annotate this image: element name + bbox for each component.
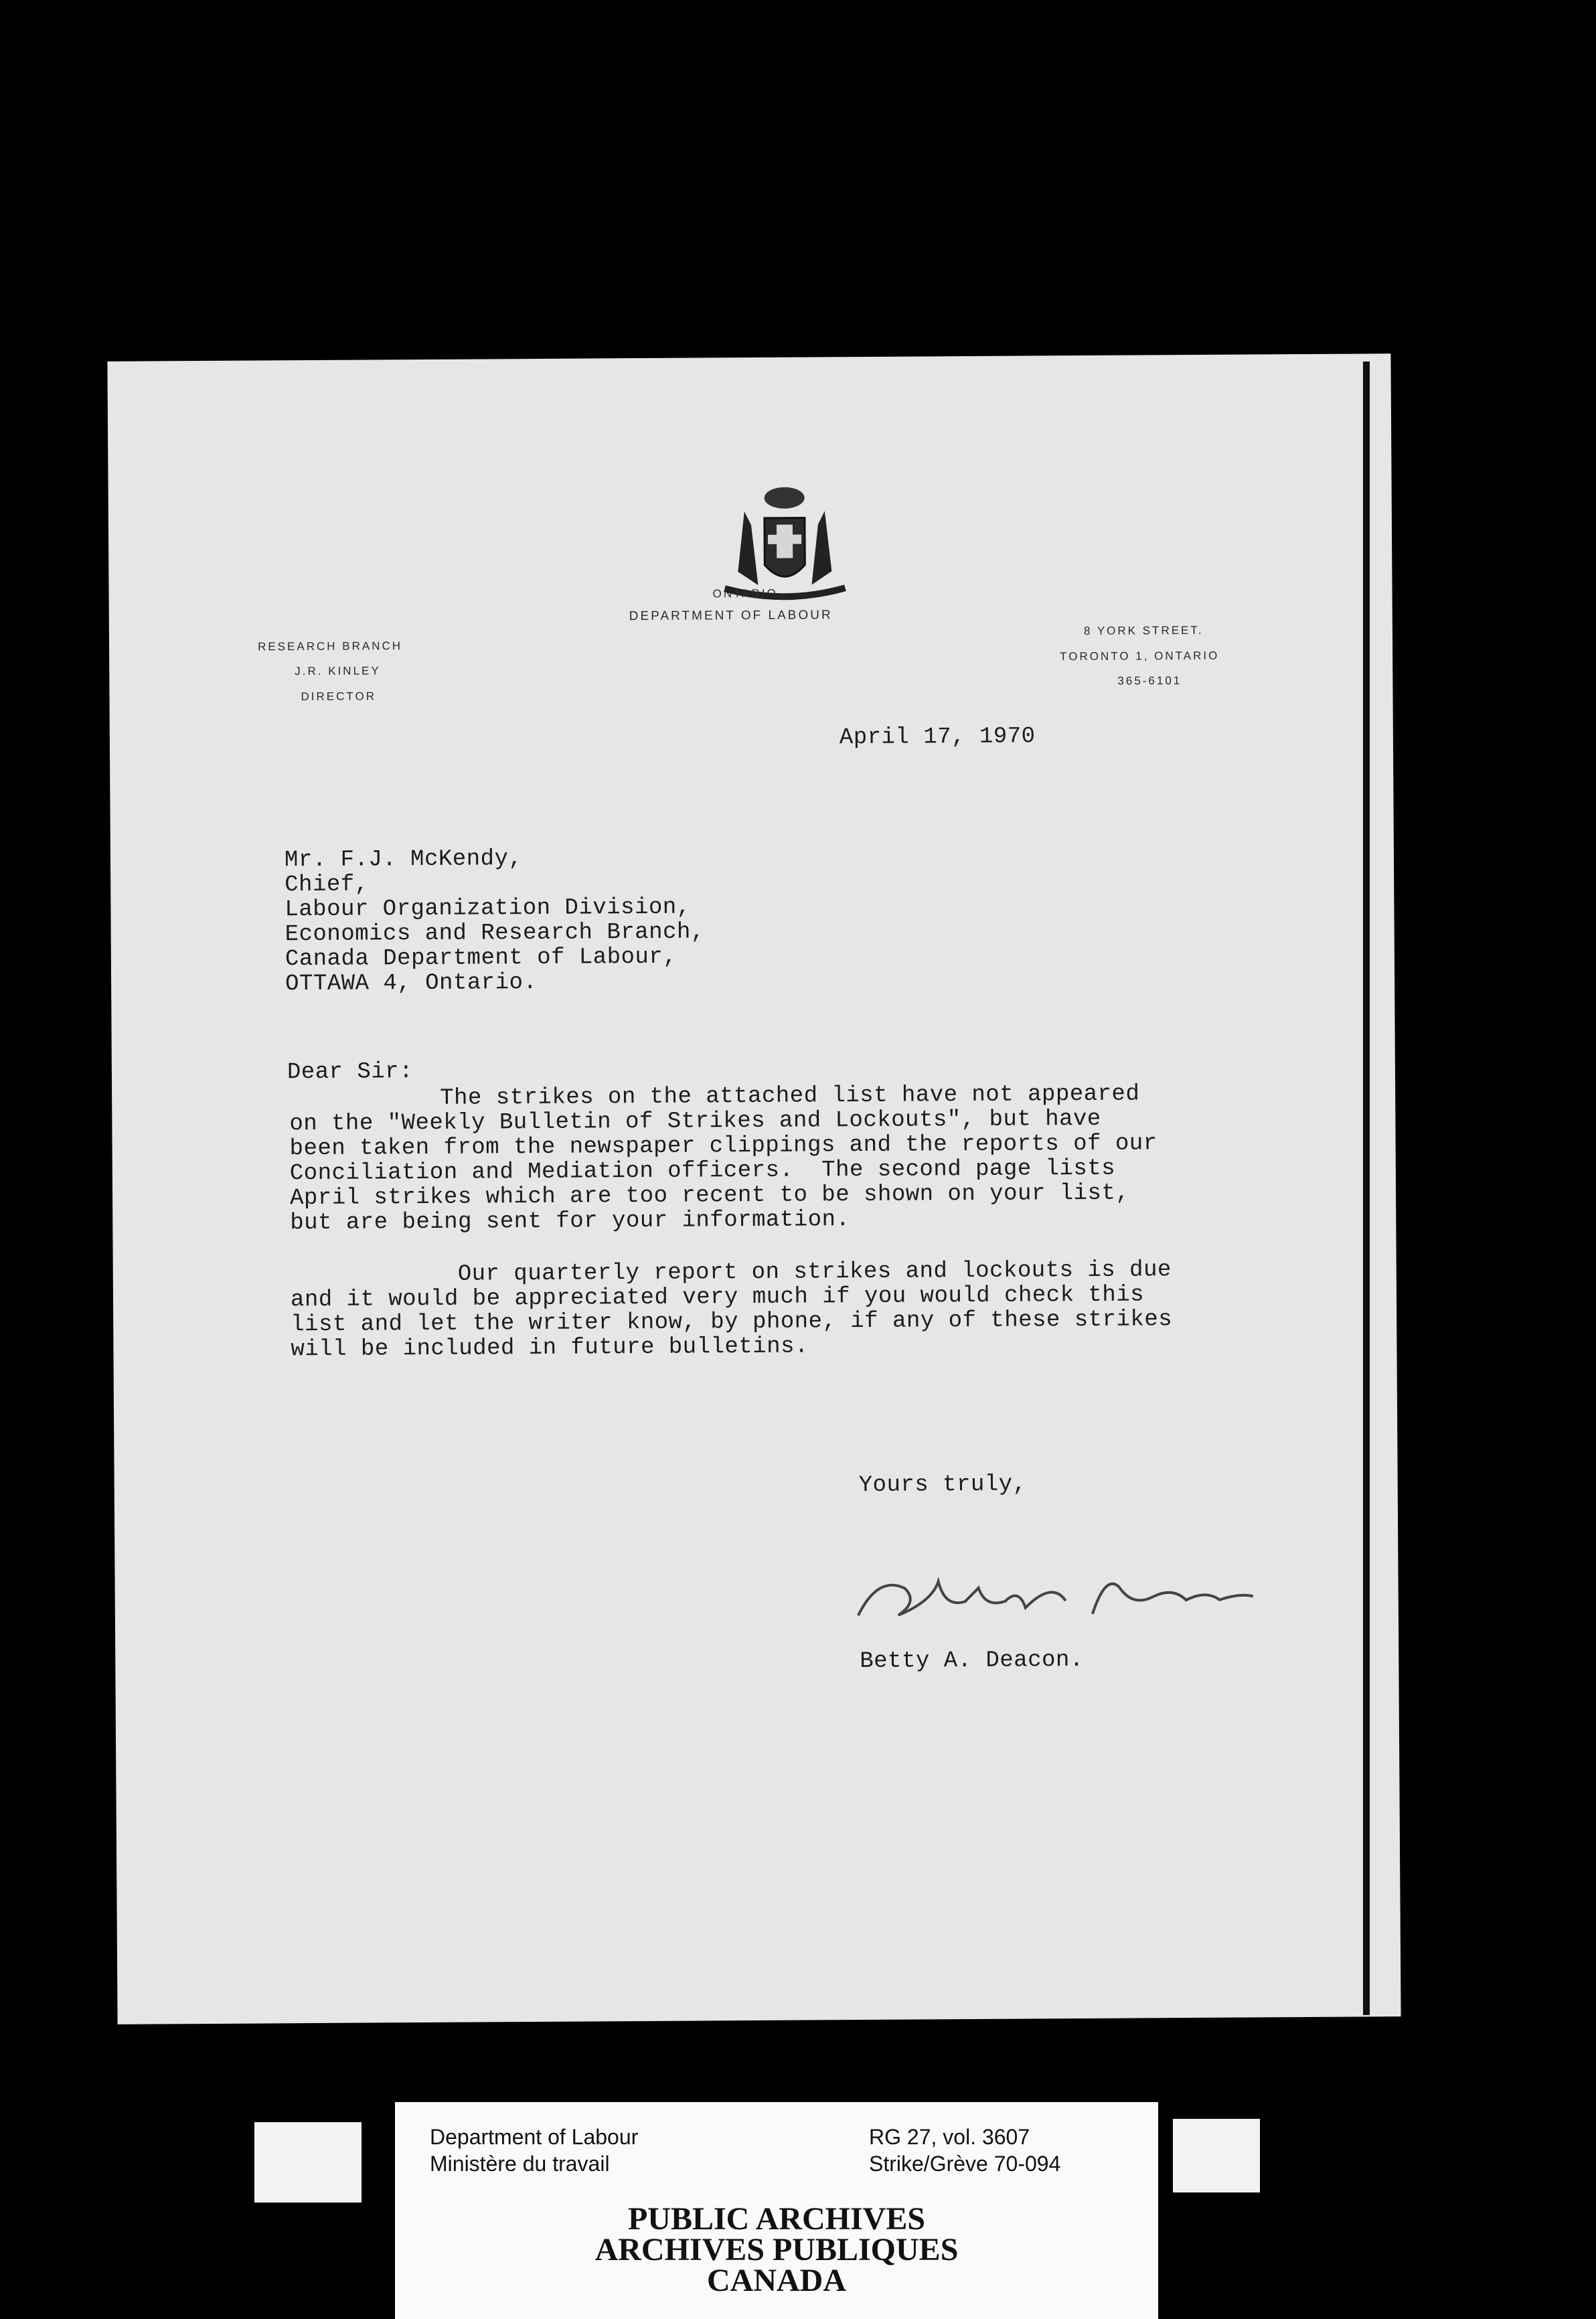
salutation: Dear Sir: (287, 1059, 414, 1086)
body-line: on the "Weekly Bulletin of Strikes and Lockouts", but have (289, 1106, 1101, 1137)
director-name: J.R. KINLEY (295, 664, 381, 678)
body-line: and it would be appreciated very much if you would check this (290, 1282, 1145, 1313)
page-edge-shadow (1363, 362, 1370, 2015)
signer-name: Betty A. Deacon. (860, 1648, 1084, 1675)
body-line: been taken from the newspaper clippings and the reports of our (289, 1131, 1158, 1162)
label-canada: CANADA (707, 2263, 846, 2298)
province-name: ONTARIO (712, 586, 778, 601)
ontario-coat-of-arms-icon (697, 471, 872, 606)
letter-page (107, 353, 1401, 2024)
label-department-fr: Ministère du travail (430, 2152, 610, 2176)
label-reference: RG 27, vol. 3607 (869, 2125, 1030, 2149)
address-street: 8 YORK STREET. (1083, 623, 1204, 637)
body-line: Our quarterly report on strikes and lockouts is due (457, 1257, 1172, 1287)
address-city: TORONTO 1, ONTARIO (1060, 649, 1220, 663)
label-tab-left (254, 2122, 362, 2203)
recipient-line: OTTAWA 4, Ontario. (285, 969, 538, 997)
label-department-en: Department of Labour (430, 2125, 639, 2149)
archive-label (395, 2102, 1158, 2319)
recipient-line: Mr. F.J. McKendy, (284, 846, 523, 874)
body-line: will be included in future bulletins. (291, 1334, 809, 1363)
label-file-number: Strike/Grève 70-094 (869, 2152, 1061, 2176)
recipient-line: Labour Organization Division, (285, 894, 691, 923)
branch-name: RESEARCH BRANCH (257, 639, 403, 653)
closing: Yours truly, (858, 1471, 1027, 1499)
label-archives-publiques: ARCHIVES PUBLIQUES (594, 2232, 959, 2267)
handwritten-signature (851, 1559, 1267, 1647)
body-line: Conciliation and Mediation officers. The second page lists (289, 1155, 1116, 1187)
letter-date: April 17, 1970 (839, 724, 1036, 751)
body-line: list and let the writer know, by phone, if any of these strikes (291, 1307, 1173, 1338)
label-tab-right (1173, 2119, 1260, 2192)
label-public-archives: PUBLIC ARCHIVES (627, 2201, 926, 2237)
recipient-line: Chief, (285, 872, 369, 898)
phone-number: 365-6101 (1117, 674, 1182, 688)
body-line: but are being sent for your information. (290, 1207, 850, 1236)
body-line: The strikes on the attached list have not appeared (440, 1081, 1140, 1111)
recipient-line: Canada Department of Labour, (285, 944, 677, 973)
director-title: DIRECTOR (301, 690, 377, 704)
body-line: April strikes which are too recent to be shown on your list, (289, 1180, 1130, 1212)
recipient-line: Economics and Research Branch, (285, 919, 705, 948)
department-heading: DEPARTMENT OF LABOUR (629, 608, 833, 624)
